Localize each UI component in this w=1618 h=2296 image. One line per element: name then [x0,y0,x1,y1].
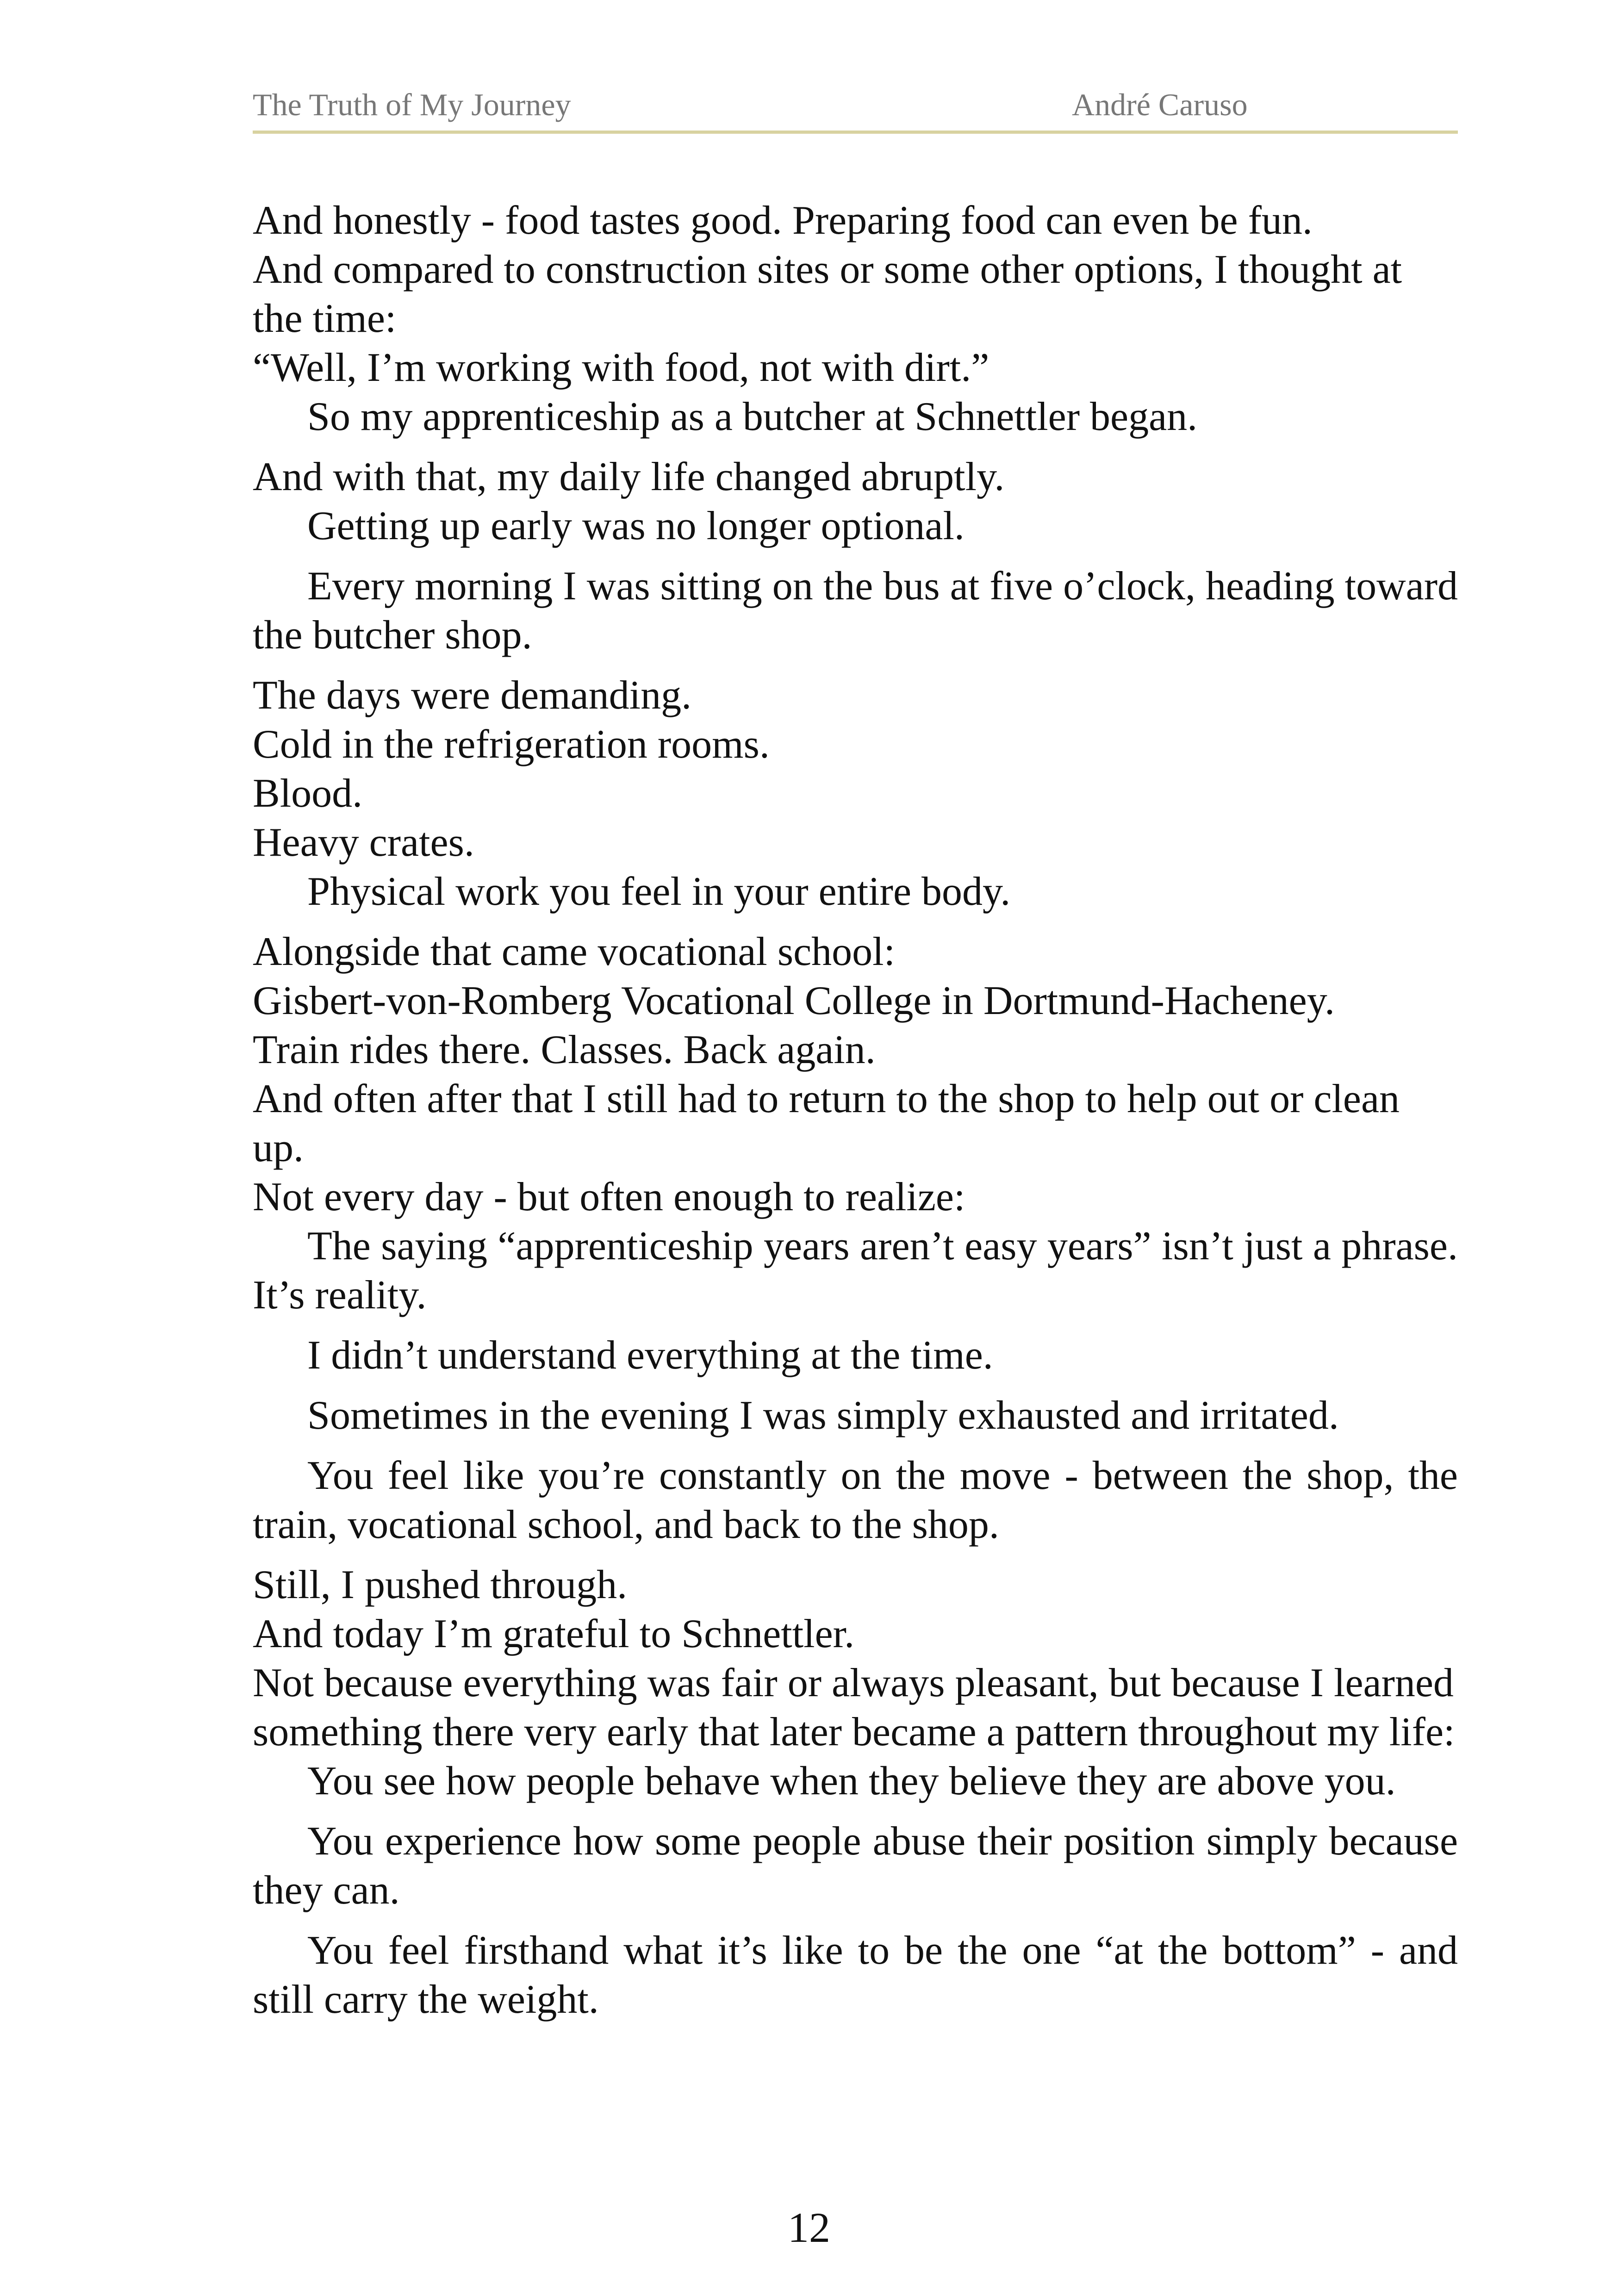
paragraph: Not because everything was fair or always pleasant, but because I learned something there very early that later became a pattern throughout my life: [253,1661,1455,1755]
body-text [253,196,1458,2024]
paragraph: Physical work you feel in your entire body. [307,869,1011,914]
header-author: André Caruso [1072,87,1248,122]
paragraph: Blood. [253,771,363,816]
paragraph: Sometimes in the evening I was simply exhausted and irritated. [307,1393,1339,1438]
paragraph: Getting up early was no longer optional. [307,504,965,548]
paragraph: You feel firsthand what it’s like to be the one “at the bottom” - and still carry the weight. [253,1928,1458,2022]
paragraph: And with that, my daily life changed abruptly. [253,454,1005,499]
running-header [253,86,1458,134]
paragraph: And honestly - food tastes good. Preparing food can even be fun. [253,198,1313,243]
paragraph: Gisbert-von-Romberg Vocational College in Dortmund-Hacheney. [253,978,1335,1023]
page-number: 12 [788,2204,830,2251]
paragraph: Not every day - but often enough to realize: [253,1175,965,1220]
paragraph: And compared to construction sites or some other options, I thought at the time: [253,247,1402,341]
paragraph: You feel like you’re constantly on the move - between the shop, the train, vocational school, and back to the shop. [253,1453,1458,1547]
paragraph: Alongside that came vocational school: [253,929,896,974]
paragraph: You see how people behave when they believe they are above you. [307,1759,1396,1804]
paragraph: Still, I pushed through. [253,1562,628,1607]
paragraph: I didn’t understand everything at the time. [307,1333,993,1378]
paragraph: And often after that I still had to return to the shop to help out or clean up. [253,1076,1400,1170]
paragraph: Cold in the refrigeration rooms. [253,722,770,767]
paragraph: You experience how some people abuse their position simply because they can. [253,1819,1458,1913]
paragraph: The saying “apprenticeship years aren’t easy years” isn’t just a phrase. It’s reality. [253,1224,1458,1318]
paragraph: So my apprenticeship as a butcher at Schnettler began. [307,394,1198,439]
paragraph: Every morning I was sitting on the bus at five o’clock, heading toward the butcher shop. [253,564,1458,658]
paragraph: The days were demanding. [253,673,692,718]
paragraph: Train rides there. Classes. Back again. [253,1027,876,1072]
paragraph: And today I’m grateful to Schnettler. [253,1612,855,1656]
paragraph: “Well, I’m working with food, not with dirt.” [253,345,989,390]
header-book-title: The Truth of My Journey [253,87,571,122]
paragraph: Heavy crates. [253,820,474,865]
